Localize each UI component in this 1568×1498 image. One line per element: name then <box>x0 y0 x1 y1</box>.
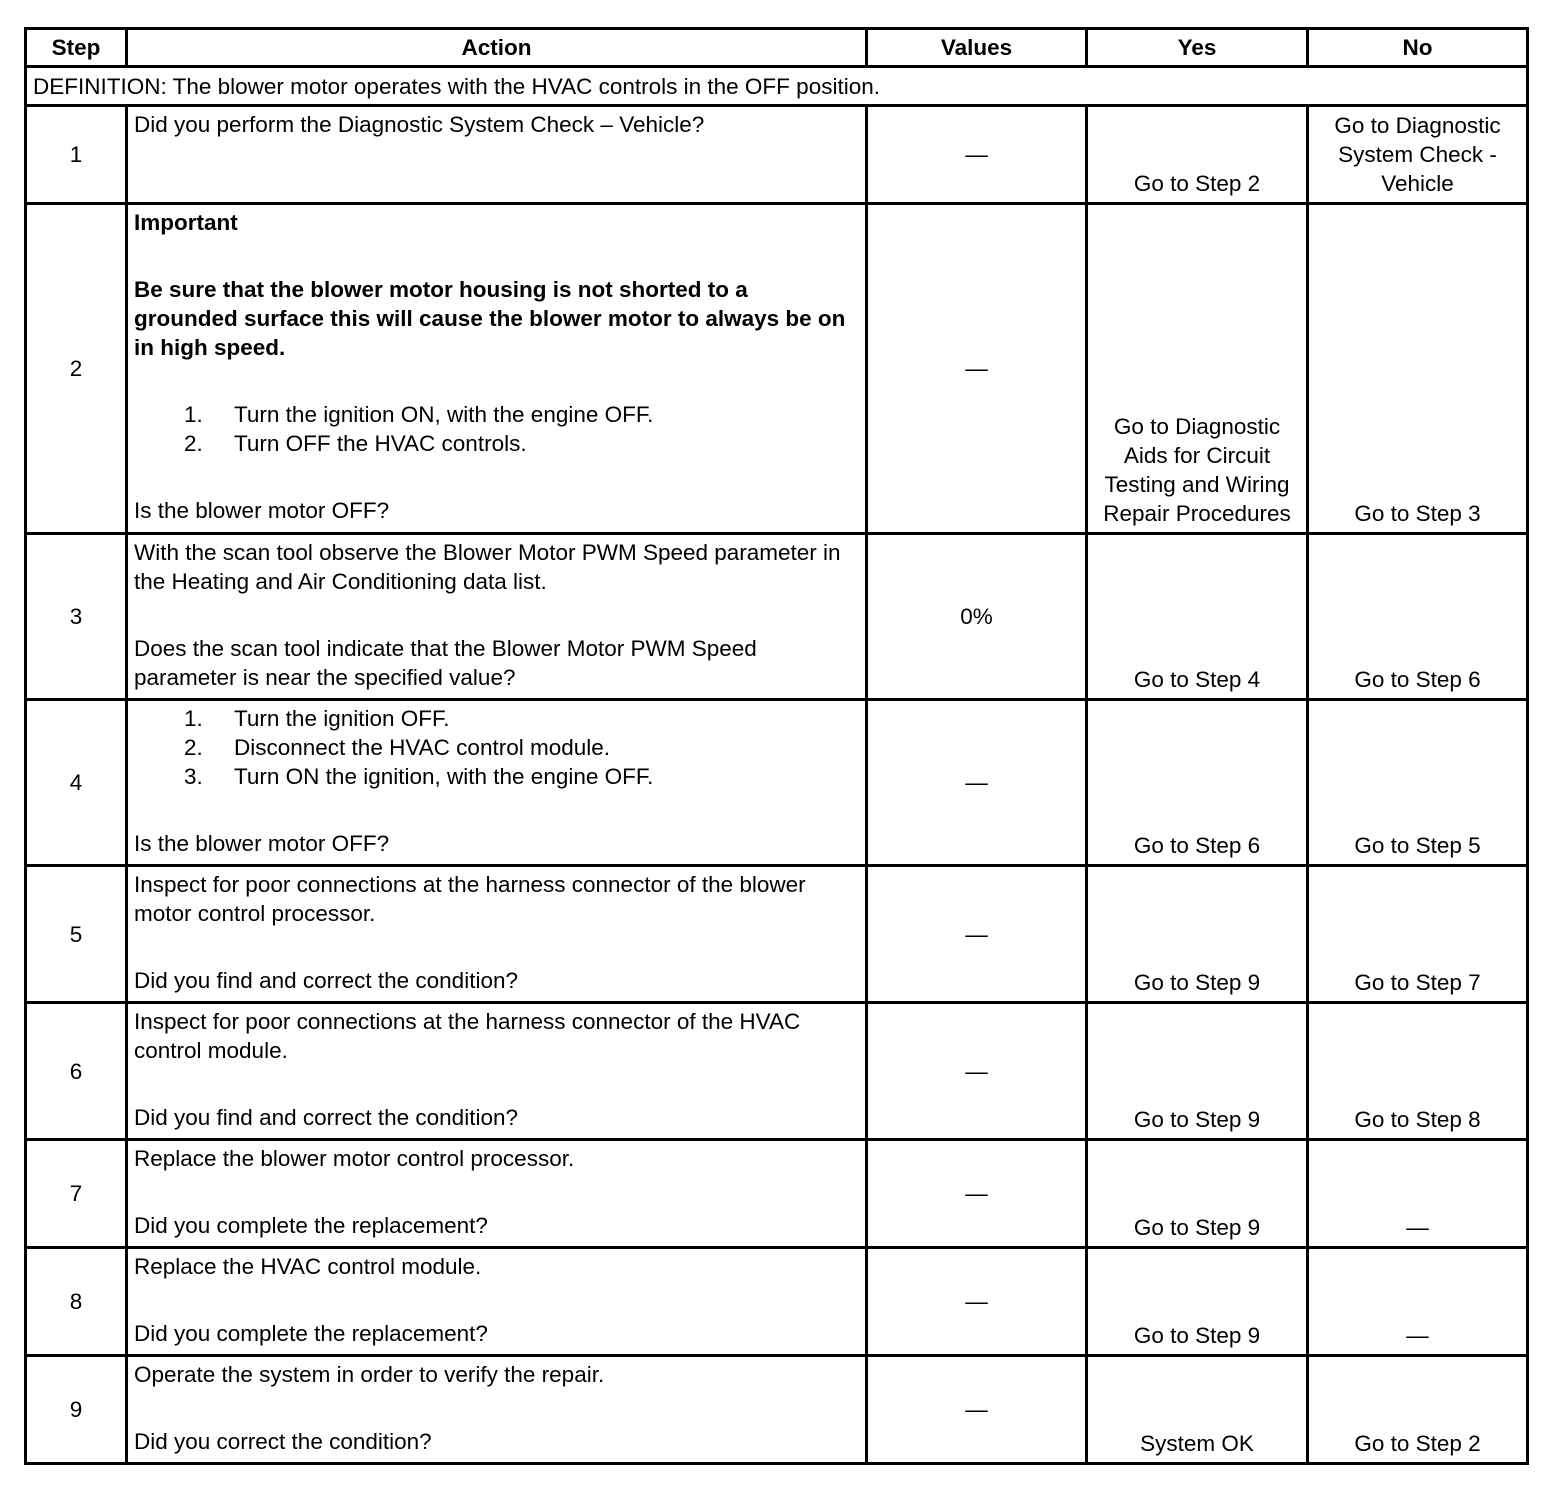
action-text: Operate the system in order to verify the repair. <box>134 1362 605 1387</box>
no-cell: Go to Step 7 <box>1308 866 1528 1003</box>
table-row <box>26 1248 1528 1356</box>
action-text: Did you perform the Diagnostic System Check – Vehicle? <box>134 112 705 137</box>
yes-cell: Go to Diagnostic Aids for Circuit Testing and Wiring Repair Procedures <box>1087 204 1308 534</box>
yes-cell: System OK <box>1087 1356 1308 1464</box>
step-number: 2 <box>26 204 127 534</box>
step-number: 3 <box>26 534 127 700</box>
step-number: 9 <box>26 1356 127 1464</box>
substep-text: Disconnect the HVAC control module. <box>234 735 611 760</box>
yes-cell: Go to Step 2 <box>1087 106 1308 204</box>
value-cell: — <box>867 1248 1087 1356</box>
list-item: 2. Disconnect the HVAC control module. <box>184 735 611 760</box>
list-item: 3. Turn ON the ignition, with the engine OFF. <box>184 764 654 789</box>
no-cell: — <box>1308 1140 1528 1248</box>
header-values: Values <box>867 29 1087 67</box>
action-text: Replace the blower motor control processor. <box>134 1146 575 1171</box>
yes-cell: Go to Step 9 <box>1087 1003 1308 1140</box>
question-text: Did you find and correct the condition? <box>134 1105 518 1130</box>
action-cell <box>127 1356 867 1464</box>
diagnostic-table <box>24 27 1529 1465</box>
table-row <box>26 1140 1528 1248</box>
value-cell: — <box>867 1140 1087 1248</box>
yes-cell: Go to Step 9 <box>1087 1140 1308 1248</box>
table-row <box>26 1003 1528 1140</box>
table-row <box>26 106 1528 204</box>
substep-text: Turn the ignition ON, with the engine OFF. <box>234 402 654 427</box>
step-number: 1 <box>26 106 127 204</box>
action-cell <box>127 700 867 866</box>
important-title: Important <box>134 210 238 235</box>
table-row <box>26 204 1528 534</box>
question-text: Did you complete the replacement? <box>134 1321 488 1346</box>
action-cell <box>127 1140 867 1248</box>
definition-row <box>26 67 1528 106</box>
value-cell: 0% <box>867 534 1087 700</box>
step-number: 8 <box>26 1248 127 1356</box>
action-text: Replace the HVAC control module. <box>134 1254 482 1279</box>
value-cell: — <box>867 1003 1087 1140</box>
action-text: With the scan tool observe the Blower Motor PWM Speed parameter in the Heating and Air Conditioning data list. <box>134 540 841 594</box>
value-cell: — <box>867 1356 1087 1464</box>
question-text: Does the scan tool indicate that the Blower Motor PWM Speed parameter is near the specified value? <box>134 636 757 690</box>
question-text: Is the blower motor OFF? <box>134 831 390 856</box>
question-text: Did you complete the replacement? <box>134 1213 488 1238</box>
yes-cell: Go to Step 6 <box>1087 700 1308 866</box>
no-cell: — <box>1308 1248 1528 1356</box>
action-cell <box>127 204 867 534</box>
action-cell <box>127 534 867 700</box>
question-text: Did you correct the condition? <box>134 1429 432 1454</box>
step-number: 7 <box>26 1140 127 1248</box>
action-cell <box>127 1003 867 1140</box>
value-cell: — <box>867 866 1087 1003</box>
yes-cell: Go to Step 9 <box>1087 866 1308 1003</box>
substep-list <box>134 400 857 458</box>
action-text: Inspect for poor connections at the harness connector of the HVAC control module. <box>134 1009 801 1063</box>
no-cell: Go to Step 6 <box>1308 534 1528 700</box>
action-text: Inspect for poor connections at the harness connector of the blower motor control processor. <box>134 872 806 926</box>
header-no: No <box>1308 29 1528 67</box>
no-cell: Go to Step 5 <box>1308 700 1528 866</box>
substep-list <box>134 704 857 791</box>
table-row <box>26 700 1528 866</box>
yes-cell: Go to Step 9 <box>1087 1248 1308 1356</box>
table-row <box>26 1356 1528 1464</box>
no-cell: Go to Diagnostic System Check - Vehicle <box>1308 106 1528 204</box>
header-step: Step <box>26 29 127 67</box>
header-row <box>26 29 1528 67</box>
question-text: Did you find and correct the condition? <box>134 968 518 993</box>
step-number: 6 <box>26 1003 127 1140</box>
action-cell <box>127 106 867 204</box>
step-number: 5 <box>26 866 127 1003</box>
no-cell: Go to Step 3 <box>1308 204 1528 534</box>
substep-text: Turn OFF the HVAC controls. <box>234 431 527 456</box>
no-cell: Go to Step 8 <box>1308 1003 1528 1140</box>
substep-text: Turn ON the ignition, with the engine OFF. <box>234 764 654 789</box>
list-item: 2. Turn OFF the HVAC controls. <box>184 431 527 456</box>
table-row <box>26 866 1528 1003</box>
important-text: Be sure that the blower motor housing is not shorted to a grounded surface this will cause the blower motor to always be on in high speed. <box>134 277 846 360</box>
header-yes: Yes <box>1087 29 1308 67</box>
header-action: Action <box>127 29 867 67</box>
substep-text: Turn the ignition OFF. <box>234 706 450 731</box>
value-cell: — <box>867 204 1087 534</box>
table-row <box>26 534 1528 700</box>
definition-text: DEFINITION: The blower motor operates with the HVAC controls in the OFF position. <box>26 67 1528 106</box>
value-cell: — <box>867 700 1087 866</box>
step-number: 4 <box>26 700 127 866</box>
question-text: Is the blower motor OFF? <box>134 498 390 523</box>
diagnostic-table-container <box>24 27 1529 1465</box>
action-cell <box>127 1248 867 1356</box>
list-item: 1. Turn the ignition OFF. <box>184 706 450 731</box>
list-item: 1. Turn the ignition ON, with the engine OFF. <box>184 402 654 427</box>
action-cell <box>127 866 867 1003</box>
value-cell: — <box>867 106 1087 204</box>
no-cell: Go to Step 2 <box>1308 1356 1528 1464</box>
yes-cell: Go to Step 4 <box>1087 534 1308 700</box>
